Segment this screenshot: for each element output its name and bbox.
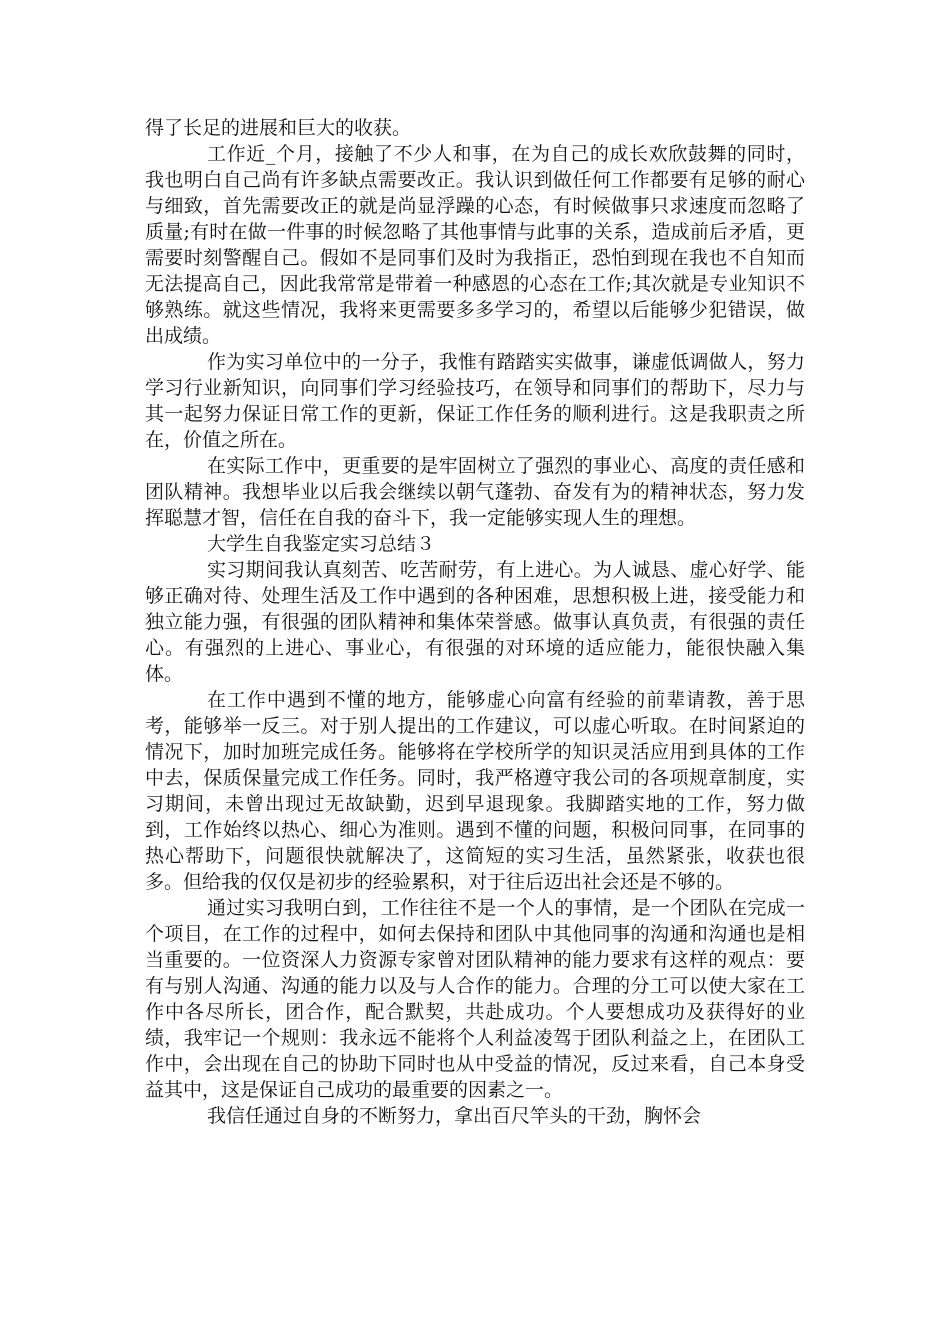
paragraph-self-reflection: 工作近_个月，接触了不少人和事，在为自己的成长欢欣鼓舞的同时，我也明白自己尚有许多缺点需要改正。我认识到做任何工作都要有足够的耐心与细致，首先需要改正的就是尚显浮躁的心态，有时候做事只求速度而忽略了质量;有时在做一件事的时候忽略了其他事情与此事的关系，造成前后矛盾，更需要时刻警醒自己。假如不是同事们及时为我指正，恐怕到现在我也不自知而无法提高自己，因此我常常是带着一种感恩的心态在工作;其次就是专业知识不够熟练。就这些情况，我将来更需要多多学习的，希望以后能够少犯错误，做出成绩。 [145,143,805,347]
paragraph-teamwork: 通过实习我明白到，工作往往不是一个人的事情，是一个团队在完成一个项目，在工作的过程中，如何去保持和团队中其他同事的沟通和沟通也是相当重要的。一位资深人力资源专家曾对团队精神的能力要求有这样的观点：要有与别人沟通、沟通的能力以及与人合作的能力。合理的分工可以使大家在工作中各尽所长，团合作，配合默契，共赴成功。个人要想成功及获得好的业绩，我牢记一个规则：我永远不能将个人利益凌驾于团队利益之上，在团队工作中，会出现在自己的协助下同时也从中受益的情况，反过来看，自己本身受益其中，这是保证自己成功的最重要的因素之一。 [145,897,805,1101]
paragraph-work-attitude: 作为实习单位中的一分子，我惟有踏踏实实做事，谦虚低调做人，努力学习行业新知识，向同事们学习经验技巧，在领导和同事们的帮助下，尽力与其一起努力保证日常工作的更新，保证工作任务的顺利进行。这是我职责之所在，价值之所在。 [145,351,805,451]
paragraph-internship-qualities: 实习期间我认真刻苦、吃苦耐劳，有上进心。为人诚恳、虚心好学、能够正确对待、处理生活及工作中遇到的各种困难，思想积极上进，接受能力和独立能力强，有很强的团队精神和集体荣誉感。做事认真负责，有很强的责任心。有强烈的上进心、事业心，有很强的对环境的适应能力，能很快融入集体。 [145,559,805,685]
section-heading: 大学生自我鉴定实习总结３ [207,533,436,555]
paragraph-continuation: 得了长足的进展和巨大的收获。 [145,117,412,139]
document-body [145,115,805,1129]
paragraph-career-spirit: 在实际工作中，更重要的是牢固树立了强烈的事业心、高度的责任感和团队精神。我想毕业以后我会继续以朝气蓬勃、奋发有为的精神状态，努力发挥聪慧才智，信任在自我的奋斗下，我一定能够实现人生的理想。 [145,455,805,529]
paragraph-learning-from-colleagues: 在工作中遇到不懂的地方，能够虚心向富有经验的前辈请教，善于思考，能够举一反三。对于别人提出的工作建议，可以虚心听取。在时间紧迫的情况下，加时加班完成任务。能够将在学校所学的知识灵活应用到具体的工作中去，保质保量完成工作任务。同时，我严格遵守我公司的各项规章制度，实习期间，未曾出现过无故缺勤，迟到早退现象。我脚踏实地的工作，努力做到，工作始终以热心、细心为准则。遇到不懂的问题，积极问同事，在同事的热心帮助下，问题很快就解决了，这简短的实习生活，虽然紧张，收获也很多。但给我的仅仅是初步的经验累积，对于往后迈出社会还是不够的。 [145,689,805,893]
paragraph-closing: 我信任通过自身的不断努力，拿出百尺竿头的干劲，胸怀会 [207,1105,702,1127]
